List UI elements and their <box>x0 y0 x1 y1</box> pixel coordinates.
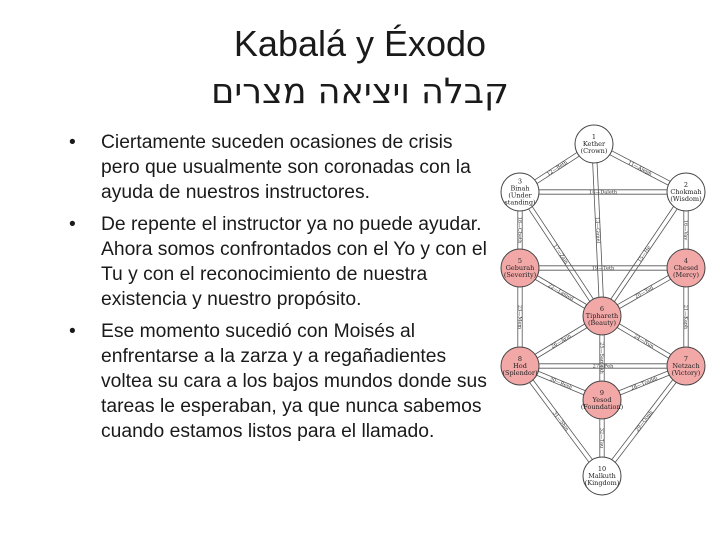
sefirah-node <box>581 381 624 419</box>
sefirah-node <box>667 249 705 287</box>
path-label: 21—Kaph <box>682 304 689 330</box>
sefirah-name: Netzach <box>672 362 700 370</box>
sefirah-node <box>667 173 705 211</box>
bullet-dot-icon: • <box>69 132 76 153</box>
sefirah-node <box>583 297 621 335</box>
path-label: 20—Yod <box>633 284 655 301</box>
sefirah-node <box>501 173 539 211</box>
path-label: 26—Ayin <box>550 333 573 350</box>
sefirah-meaning: (Under <box>508 191 532 200</box>
sefirah-node <box>667 347 705 385</box>
tree-of-life-diagram <box>480 112 712 522</box>
bullet-item <box>64 130 496 205</box>
path-label: 31—Shin <box>551 410 570 433</box>
slide-title: Kabalá y Éxodo <box>233 23 487 64</box>
sefirah-number: 1 <box>591 133 597 141</box>
sefirah-meaning: (Kingdom) <box>584 479 620 487</box>
path-label: 12—Beth <box>546 159 569 178</box>
sefirah-node <box>583 457 621 495</box>
tree-of-life-svg <box>480 112 712 522</box>
path-label: 19—Teth <box>591 265 615 272</box>
path-label: 17—Zain <box>551 243 570 266</box>
sefirah-meaning: (Wisdom) <box>670 195 702 203</box>
sefirah-number: 5 <box>517 257 523 265</box>
bullet-text: Ese momento sucedió con Moisés al enfrentarse a la zarza y a regañadientes voltea su cara a los bajos mundos donde sus tareas le esperaban, ya que nunca sabemos cuando estamos listos para el llamado. <box>101 321 487 442</box>
sefirah-node <box>501 249 539 287</box>
path-label: 28—Tzaddi <box>630 375 659 392</box>
sefirah-number: 2 <box>683 181 689 189</box>
bullet-text: De repente el instructor ya no puede ayudar. Ahora somos confrontados con el Yo y con el Tu y con el reconocimiento de nuestra existencia y nuestro propósito. <box>101 214 487 310</box>
sefirah-name: Geburah <box>505 264 535 272</box>
path-label: 15—He <box>636 244 653 264</box>
sefirah-name: Tiphareth <box>585 312 619 320</box>
sefirah-meaning: (Victory) <box>671 369 701 377</box>
sefirah-meaning: (Foundation) <box>580 403 624 411</box>
path-label: 18—Cheth <box>516 216 523 244</box>
bullet-dot-icon: • <box>69 214 76 235</box>
sefirah-number: 10 <box>597 465 607 473</box>
sefirah-meaning: (Mercy) <box>673 271 699 279</box>
sefirah-node <box>501 347 539 385</box>
path-label: 25—Samekh <box>598 342 605 374</box>
path-label: 14—Daleth <box>588 189 618 196</box>
path-label: 11—Aleph <box>626 159 653 178</box>
sefirah-name: Kether <box>582 140 606 148</box>
sefirah-meaning: (Severity) <box>503 271 537 279</box>
bullet-text: Ciertamente suceden ocasiones de crisis pero que usualmente son coronadas con la ayuda de nuestros instructores. <box>101 132 471 203</box>
path-label: 32—Tau <box>598 427 605 449</box>
path-label: 24—Nun <box>632 333 655 350</box>
sefirah-name: Yesod <box>592 396 612 404</box>
sefirah-number: 9 <box>599 389 605 397</box>
sefirah-number: 3 <box>517 177 523 186</box>
path-label: 23—Mem <box>516 304 523 330</box>
bullet-item <box>64 319 496 444</box>
sefirah-number: 8 <box>517 355 523 363</box>
path-label: 13—Gimel <box>593 216 601 244</box>
sefirah-name: Hod <box>513 362 527 370</box>
sefirah-number: 7 <box>683 355 689 363</box>
path-label: 22—Lamed <box>546 282 575 303</box>
bullet-list <box>64 130 496 451</box>
sefirah-meaning: (Beauty) <box>587 319 617 327</box>
sefirah-number: 4 <box>683 257 689 265</box>
sefirah-meaning: (Splendor) <box>502 369 538 377</box>
sefirah-meaning: (Crown) <box>580 147 608 155</box>
sefirah-name: Chesed <box>673 264 699 272</box>
slide-title-hebrew: קבלה ויציאה מצרים <box>211 72 509 112</box>
sefirah-meaning: standing) <box>504 198 536 207</box>
sefirah-name: Chokmah <box>670 188 702 196</box>
sefirah-number: 6 <box>599 305 605 313</box>
sefirah-name: Malkuth <box>588 472 616 480</box>
sefirah-node <box>575 125 613 163</box>
path-label: 30—Resh <box>548 376 573 391</box>
path-label: 27—Peh <box>592 363 614 370</box>
sefirah-name: Binah <box>510 184 530 193</box>
path-label: 16—Vav <box>682 219 689 241</box>
bullet-item <box>64 212 496 312</box>
bullet-dot-icon: • <box>69 321 76 342</box>
path-label: 29—Qoph <box>634 409 655 434</box>
